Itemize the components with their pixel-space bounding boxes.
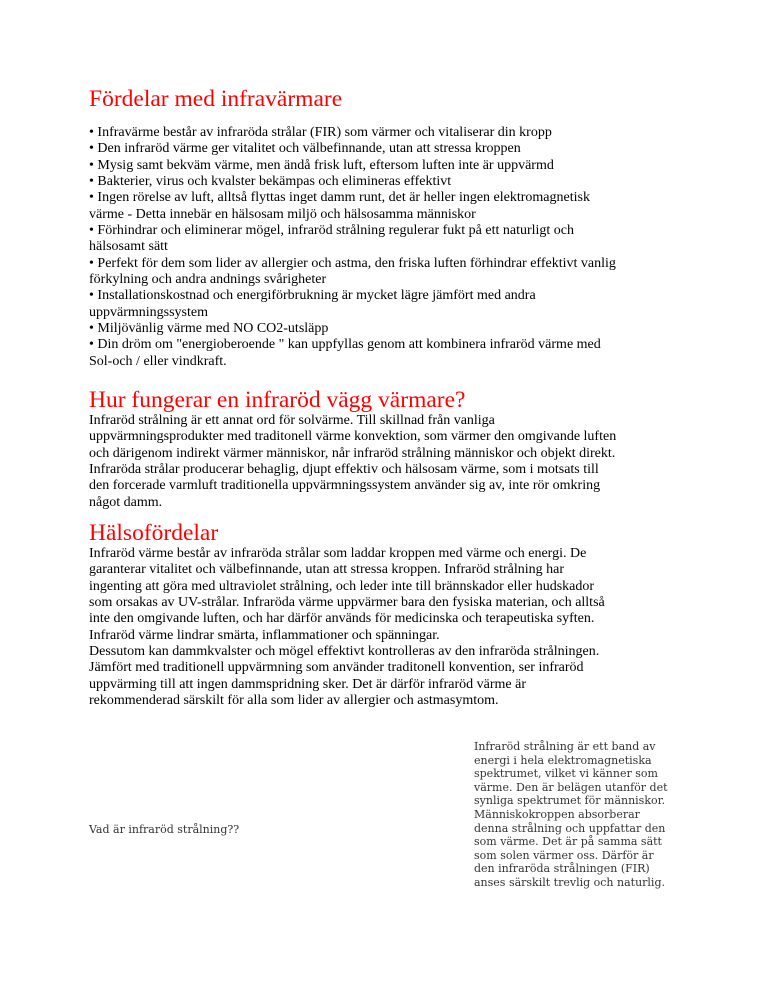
paragraph-line: något damm. [89, 494, 163, 510]
answer-line: som värme. Det är på samma sätt [474, 835, 662, 849]
heading-benefits: Fördelar med infravärmare [89, 86, 343, 112]
how-it-works-paragraph [89, 413, 689, 511]
benefit-line: • Mysig samt bekväm värme, men ändå frisk luft, eftersom luften inte är uppvärmd [89, 157, 554, 173]
benefit-line: Sol-och / eller vindkraft. [89, 353, 227, 369]
benefit-line: värme - Detta innebär en hälsosam miljö och hälsosamma människor [89, 206, 476, 222]
paragraph-line: och därigenom indirekt värmer människor, når infraröd strålning människor och objekt direkt. [89, 445, 616, 461]
paragraph-line: garanterar vitalitet och välbefinnande, utan att stressa kroppen. Infraröd strålning har [89, 562, 565, 578]
answer-line: Människokroppen absorberar [474, 807, 640, 821]
answer-line: denna strålning och uppfattar den [474, 821, 666, 835]
paragraph-line: uppvärmningsprodukter med traditonell värme konvektion, som värmer den omgivande luften [89, 429, 617, 445]
health-benefits-paragraph [89, 546, 689, 709]
benefit-line: • Infravärme består av infraröda strålar (FIR) som värmer och vitaliserar din kropp [89, 125, 552, 140]
benefit-line: • Den infraröd värme ger vitalitet och välbefinnande, utan att stressa kroppen [89, 141, 521, 157]
faq-answer [474, 740, 674, 890]
benefit-line: • Miljövänlig värme med NO CO2-utsläpp [89, 321, 329, 337]
answer-line: den infraröda strålningen (FIR) [474, 862, 650, 876]
benefit-line: • Perfekt för dem som lider av allergier och astma, den friska luften förhindrar effektivt vanlig [89, 255, 616, 271]
paragraph-line: Dessutom kan dammkvalster och mögel effektivt kontrolleras av den infraröda strålningen. [89, 644, 600, 660]
paragraph-line: inte den omgivande luften, och har därför används för medicinska och terapeutiska syften. [89, 611, 595, 627]
heading-health-benefits: Hälsofördelar [89, 520, 219, 546]
benefit-line: • Din dröm om "energioberoende " kan uppfyllas genom att kombinera infraröd värme med [89, 337, 601, 353]
benefit-line: • Installationskostnad och energiförbrukning är mycket lägre jämfört med andra [89, 288, 536, 304]
paragraph-line: Jämfört med traditionell uppvärmning som använder traditonell konvention, ser infraröd [89, 660, 584, 676]
paragraph-line: uppvärming till att ingen dammspridning sker. Det är därför infraröd värme är [89, 676, 526, 692]
benefit-line: • Bakterier, virus och kvalster bekämpas och elimineras effektivt [89, 174, 452, 190]
answer-line: spektrumet, vilket vi känner som [474, 767, 658, 781]
faq-question: Vad är infraröd strålning?? [89, 823, 240, 836]
paragraph-line: som orsakas av UV-strålar. Infraröda värme uppvärmer bara den fysiska materian, och alltså [89, 595, 605, 611]
paragraph-line: ingenting att göra med ultraviolet strålning, och leder inte till brännskador eller hudskador [89, 578, 595, 594]
answer-line: Infraröd strålning är ett band av [474, 740, 656, 753]
paragraph-line: Infraröd strålning är ett annat ord för solvärme. Till skillnad från vanliga [89, 413, 495, 428]
answer-line: värme. Den är belägen utanför det [474, 780, 668, 794]
answer-line: anses särskilt trevlig och naturlig. [474, 875, 665, 889]
paragraph-line: Infraröd värme lindrar smärta, inflammationer och spänningar. [89, 627, 440, 643]
answer-line: synliga spektrumet för människor. [474, 794, 666, 808]
heading-how-it-works: Hur fungerar en infraröd vägg värmare? [89, 387, 466, 413]
paragraph-line: den forcerade varmluft traditionella uppvärmningssystem använder sig av, inte rör omkring [89, 478, 601, 494]
paragraph-line: rekommenderad särskilt för alla som lider av allergier och astmasymtom. [89, 693, 499, 709]
benefit-line: • Förhindrar och eliminerar mögel, infraröd strålning regulerar fukt på ett naturligt och [89, 223, 575, 239]
benefits-list [89, 125, 689, 370]
benefit-line: uppvärmningssystem [89, 304, 208, 320]
answer-line: som solen värmer oss. Därför är [474, 848, 654, 862]
paragraph-line: Infraröd värme består av infraröda strålar som laddar kroppen med värme och energi. De [89, 546, 587, 561]
answer-line: energi i hela elektromagnetiska [474, 753, 652, 767]
paragraph-line: Infraröda strålar producerar behaglig, djupt effektiv och hälsosam värme, som i motsats till [89, 462, 599, 478]
benefit-line: förkylning och andra andnings svårigheter [89, 272, 327, 288]
benefit-line: • Ingen rörelse av luft, alltså flyttas inget damm runt, det är heller ingen elektromagnetisk [89, 190, 590, 206]
benefit-line: hälsosamt sätt [89, 239, 168, 255]
